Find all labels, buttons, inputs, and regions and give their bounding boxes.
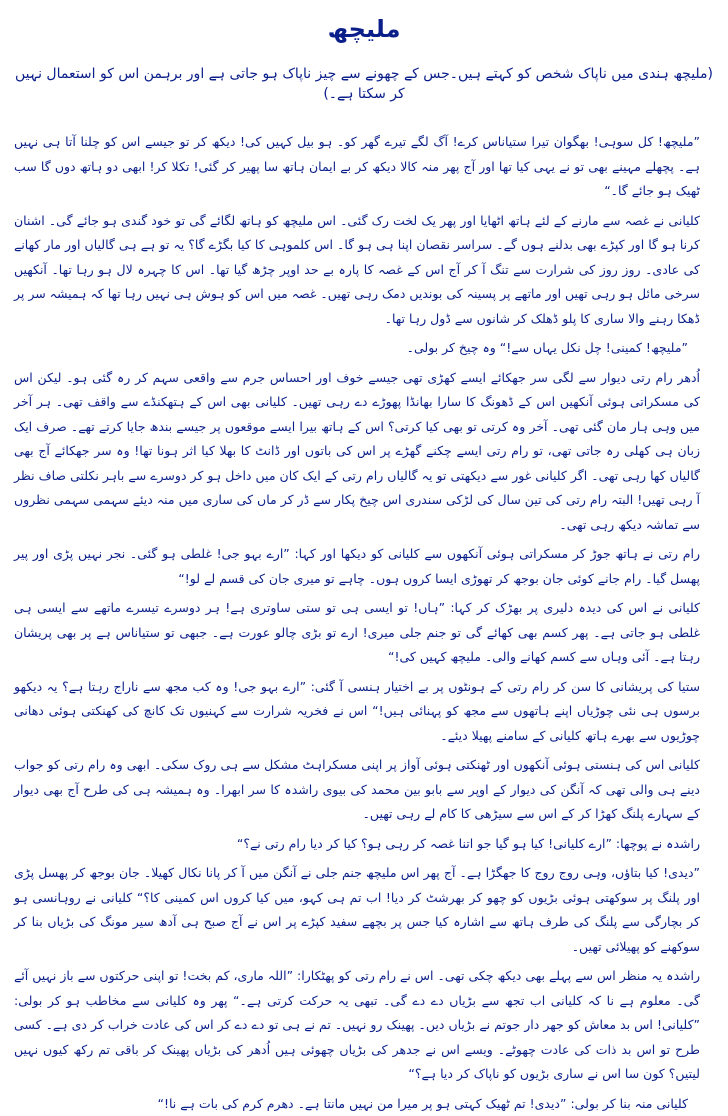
story-subtitle: (ملیچھ ہندی میں ناپاک شخص کو کہتے ہیں۔جس کے چھونے سے چیز ناپاک ہو جاتی ہے اور برہمن اس کو استعمال نہیں کر سکتا ہے۔) xyxy=(14,64,714,104)
paragraph-9: راشدہ نے پوچھا: ”ارے کلیانی! کیا ہو گیا جو اتنا غصہ کر رہی ہو؟ کیا کر دیا رام رتی نے؟“ xyxy=(14,832,714,857)
paragraph-4: اُدھر رام رتی دیوار سے لگی سر جھکائے ایسے کھڑی تھی جیسے خوف اور احساس جرم سے واقعی سہم کر رہ گئی ہو۔ لیکن اس کی مسکراتی ہوئی آنکھیں اس کے ڈھونگ کا سارا بھانڈا پھوڑے دے رہی تھیں۔ کلیانی بھی اس کے ہتھکنڈے سے واقف تھی۔ ہر آخر میں وہی ہار مان گئی تھی۔ آخر وہ کرتی تو بھی کیا کرتی؟ اس کے ہاتھ بیرا ایسے موقعوں پر جیسے بندھ جایا کرتے تھے۔ صرف ایک زبان ہی کھلی رہ جاتی تھی، تو رام رتی ایسے چکنے گھڑے پر اس کی باتوں اور ڈانٹ کا بھلا کیا اثر ہونا تھا! وہ سر جھکائے آج بھی گالیاں کھا رہی تھی۔ اگر کلیانی غور سے دیکھتی تو یہ گالیاں رام رتی کے ایک کان میں داخل ہو کر دوسرے سے باہر نکلتی صاف نظر آ رہی تھیں! البتہ رام رتی کی تین سال کی لڑکی سندری اس چیخ پکار سے ڈر کر ماں کی ساری میں منہ دیئے سہمی سہمی نظروں سے تماشہ دیکھ رہی تھی۔ xyxy=(14,366,714,538)
paragraph-10: ”دیدی! کیا بتاؤں، وہی روج روج کا جھگڑا ہے۔ آج پھر اس ملیچھ جنم جلی نے آنگن میں آ کر پانا نکال کھیلا۔ جان بوجھ کر پھسل پڑی اور پلنگ پر سوکھتی ہوئی بڑیوں کو چھو کر بھرشٹ کر دیا! اب تم ہی کہو، میں کیا کروں اس کمینی کا؟“ کلیانی نے روہانسی ہو کر بچارگی سے پلنگ کی طرف ہاتھ سے اشارہ کیا جس پر بچھے سفید کپڑے پر اس نے آج صبح ہی آدھ سیر مونگ کی بڑیاں بنا کر سوکھنے کو پھیلائی تھیں۔ xyxy=(14,861,714,959)
paragraph-12: کلیانی منہ بنا کر بولی: ”دیدی! تم ٹھیک کہتی ہو پر میرا من نہیں مانتا ہے۔ دھرم کرم کی بات ہے نا!“ xyxy=(14,1092,714,1116)
paragraph-8: کلیانی اس کی ہنستی ہوئی آنکھوں اور ٹھنکتی ہوئی آواز پر اپنی مسکراہٹ مشکل سے ہی روک سکی۔ ابھی وہ رام رتی کو جواب دینے ہی والی تھی کہ آنگن کی دیوار کے اوپر سے بابو بین محمد کی بیوی راشدہ کا سر ابھرا۔ وہ ہمیشہ ہی کی طرح آج بھی دیوار کے سہارے پلنگ کھڑا کر کے اس سے سیڑھی کا کام لے رہی تھیں۔ xyxy=(14,753,714,827)
paragraph-6: کلیانی نے اس کی دیدہ دلیری پر بھڑک کر کہا: ”ہاں! تو ایسی ہی تو ستی ساوتری ہے! ہر دوسرے تیسرے ماتھے سے ایسی ہی غلطی ہو جاتی ہے۔ پھر کسم بھی کھائے گی تو جنم جلی میری! ارے تو بڑی چالو عورت ہے۔ جبھی تو ستیاناس ہے پر بھی پریشان رہتا ہے۔ آئی وہاں سے کسم کھانے والی۔ ملیچھ کہیں کی!“ xyxy=(14,596,714,670)
paragraph-2: کلیانی نے غصہ سے مارنے کے لئے ہاتھ اٹھایا اور پھر یک لخت رک گئی۔ اس ملیچھ کو ہاتھ لگائے گی تو خود گندی ہو جائے گی۔ اشنان کرنا ہو گا اور کپڑے بھی بدلنے ہوں گے۔ سراسر نقصان اپنا ہی ہو گا۔ اس کلموہی کا کیا بگڑے گا؟ یہ تو ہے ہی گالیاں اور مار کھانے کی عادی۔ روز روز کی شرارت سے تنگ آ کر آج اس کے غصہ کا پارہ بے حد اوپر چڑھ گیا تھا۔ اس کا چہرہ لال ہو رہا تھا۔ آنکھیں سرخی مائل ہو رہی تھیں اور ماتھے پر پسینہ کی بوندیں دمک رہی تھیں۔ غصہ میں اس کو ہوش ہی نہیں رہا تھا کہ ہمیشہ سر پر ڈھکا رہنے والا ساری کا پلو ڈھلک کر شانوں سے ڈول رہا تھا۔ xyxy=(14,209,714,332)
paragraph-11: راشدہ یہ منظر اس سے پہلے بھی دیکھ چکی تھی۔ اس نے رام رتی کو پھٹکارا: ”اللہ ماری، کم بخت! تو اپنی حرکتوں سے باز نہیں آئے گی۔ معلوم ہے نا کہ کلیانی اب تجھ سے بڑیاں دے دے گی۔ تبھی یہ حرکت کرتی ہے۔“ پھر وہ کلیانی سے مخاطب ہو کر بولی: ”کلیانی! اس بد معاش کو جھر دار جوتم نے بڑیاں دیں۔ پھینک رو نہیں۔ تم نے ہی تو دے دے کر اس کی عادت خراب کر دی ہے۔ کسی طرح تو اس بد ذات کی عادت چھوٹے۔ ویسے اس نے جدھر کی بڑیاں چھوئی ہیں اُدھر کی بڑیاں پھینک کر باقی تم رکھ کیوں نہیں لیتیں؟ کون سا اس نے ساری بڑیوں کو ناپاک کر دیا ہے؟“ xyxy=(14,964,714,1087)
paragraph-7: ستیا کی پریشانی کا سن کر رام رتی کے ہونٹوں پر بے اختیار ہنسی آ گئی: ”ارے بہو جی! وہ کب مجھ سے ناراج رہتا ہے؟ یہ دیکھو برسوں ہی نئی چوڑیاں اپنے ہاتھوں سے مجھ کو پہنائی ہیں!“ اس نے فخریہ شرارت سے کہنیوں تک کانچ کی کھنکتی ہوئی دھانی چوڑیوں سے بھرے ہاتھ کلیانی کے سامنے پھیلا دیئے۔ xyxy=(14,675,714,749)
paragraph-5: رام رتی نے ہاتھ جوڑ کر مسکراتی ہوئی آنکھوں سے کلیانی کو دیکھا اور کہا: ”ارے بہو جی! غلطی ہو گئی۔ نجر نہیں پڑی اور پیر پھسل گیا۔ رام جانے کوئی جان بوجھ کر تھوڑی ایسا کروں ہوں۔ چاہے تو میری جان کی قسم لے لو!“ xyxy=(14,542,714,591)
story-title: ملیچھ xyxy=(14,12,714,46)
paragraph-3: ”ملیچھ! کمینی! چل نکل یہاں سے!“ وہ چیخ کر بولی۔ xyxy=(14,336,714,361)
paragraph-1: ”ملیچھ! کل سوہی! بھگوان تیرا ستیاناس کرے! آگ لگے تیرے گھر کو۔ ہو بیل کہیں کی! دیکھ کر تو جیسے اس کو چلنا آتا ہی نہیں ہے۔ پچھلے مہینے بھی تو نے یہی کیا تھا اور آج پھر منہ کالا دیکھ کر بے ایمان ہاتھ سا پھیر کر گئی! تکلا کر! ابھی دو ہاتھ دوں گا سب ٹھیک ہو جائے گا۔“ xyxy=(14,130,714,204)
